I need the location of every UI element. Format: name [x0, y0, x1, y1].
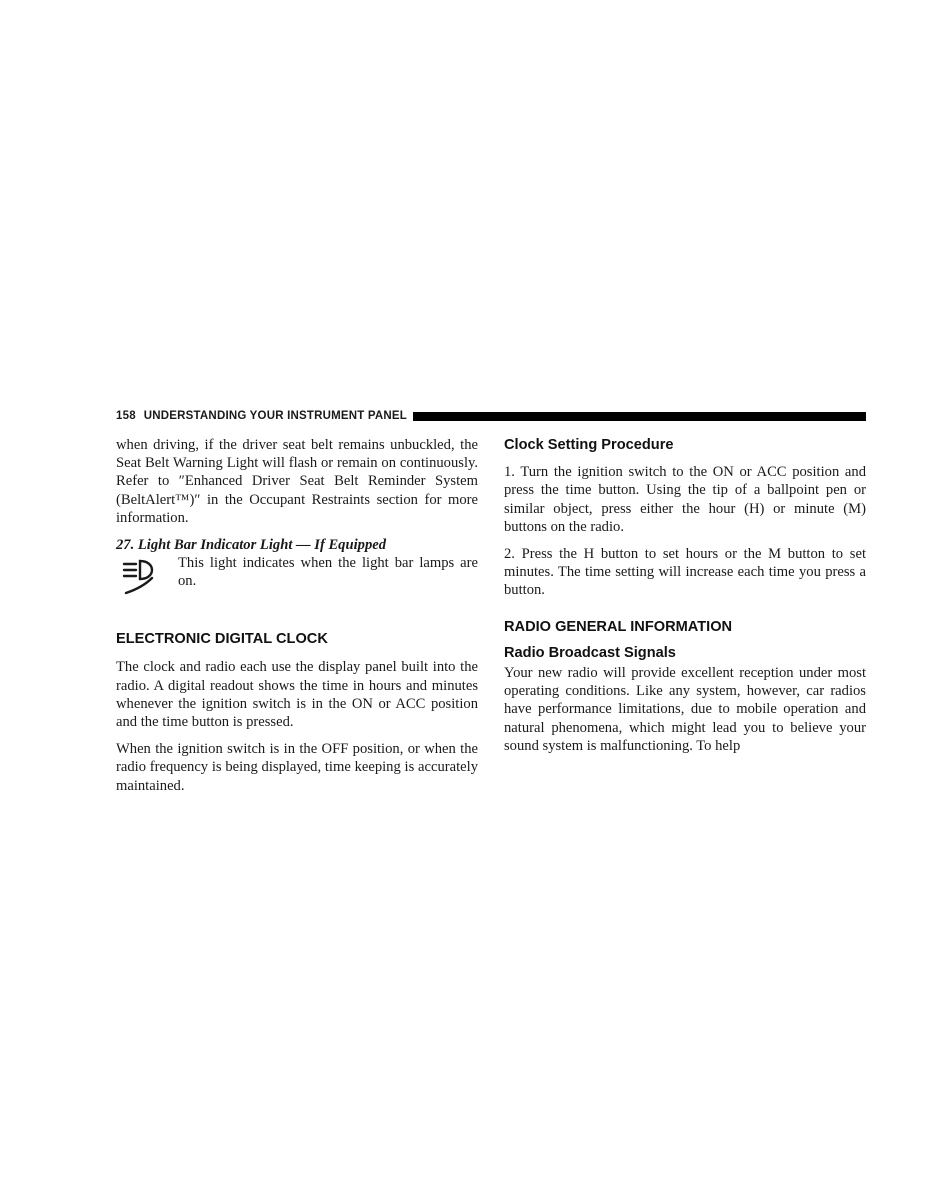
paragraph-seat-belt: when driving, if the driver seat belt remains unbuckled, the Seat Belt Warning Light will flash or remain on continuously. Refer to ″Enhanced Driver Seat Belt Reminder System (BeltAlert™)″ in the Occupant Restraints section for more information. — [116, 437, 478, 526]
page-number: 158 — [116, 410, 136, 422]
heading-electronic-digital-clock: ELECTRONIC DIGITAL CLOCK — [116, 631, 328, 648]
page-header — [116, 408, 866, 424]
paragraph-clock-display: The clock and radio each use the display panel built into the radio. A digital readout shows the time in hours and minutes whenever the ignition switch is in the ON or ACC position and the time button is pressed. — [116, 659, 478, 731]
light-bar-indicator-item — [116, 554, 478, 598]
step-2: 2. Press the H button to set hours or the M button to set minutes. The time setting will increase each time you press a button. — [504, 546, 866, 599]
heading-radio-broadcast-signals: Radio Broadcast Signals — [504, 644, 676, 661]
item-27-title: 27. Light Bar Indicator Light — If Equipped — [116, 537, 387, 554]
item-27-text: This light indicates when the light bar lamps are on. — [178, 555, 478, 590]
heading-clock-setting-procedure: Clock Setting Procedure — [504, 437, 674, 453]
right-column — [504, 436, 866, 764]
section-title: UNDERSTANDING YOUR INSTRUMENT PANEL — [143, 410, 407, 422]
step-1: 1. Turn the ignition switch to the ON or ACC position and press the time button. Using the tip of a ballpoint pen or similar object, press either the hour (H) or minute (M) buttons on the radio. — [504, 464, 866, 535]
header-rule — [413, 412, 866, 421]
left-column — [116, 436, 478, 804]
heading-radio-general-information: RADIO GENERAL INFORMATION — [504, 618, 733, 635]
light-bar-indicator-icon — [116, 554, 178, 598]
paragraph-time-keeping: When the ignition switch is in the OFF position, or when the radio frequency is being displayed, time keeping is accurately maintained. — [116, 741, 478, 794]
paragraph-radio-reception: Your new radio will provide excellent reception under most operating conditions. Like any system, however, car radios have performance limitations, due to mobile operation and natural phenomena, which might lead you to believe your sound system is malfunctioning. To help — [504, 665, 866, 754]
